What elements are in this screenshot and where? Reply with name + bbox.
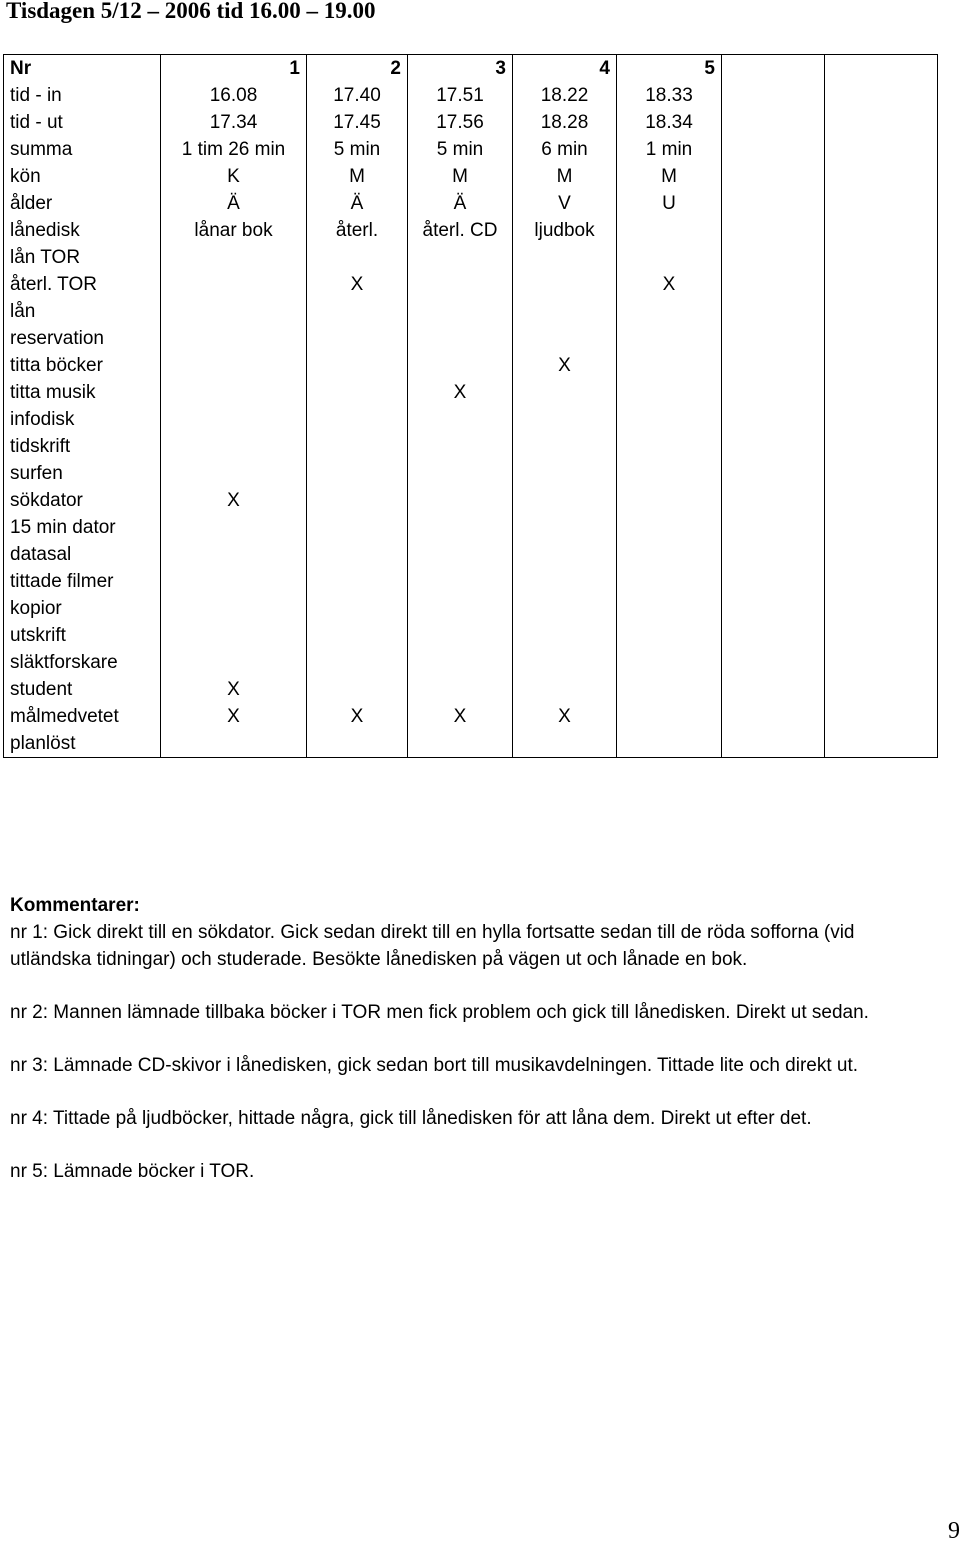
- cell-visitor-3: Ä: [408, 190, 513, 217]
- empty-cell: [825, 217, 938, 244]
- row-label: student: [4, 676, 161, 703]
- empty-cell: [722, 595, 825, 622]
- empty-cell: [722, 325, 825, 352]
- row-label: ålder: [4, 190, 161, 217]
- empty-cell: [722, 568, 825, 595]
- cell-visitor-1: [161, 271, 307, 298]
- cell-visitor-4: [513, 406, 617, 433]
- cell-visitor-5: [617, 541, 722, 568]
- row-label: lån: [4, 298, 161, 325]
- row-label: kopior: [4, 595, 161, 622]
- cell-visitor-4: [513, 244, 617, 271]
- cell-visitor-4: V: [513, 190, 617, 217]
- cell-visitor-5: [617, 595, 722, 622]
- cell-visitor-4: [513, 487, 617, 514]
- cell-visitor-1: 1 tim 26 min: [161, 136, 307, 163]
- table-row: [4, 703, 938, 730]
- cell-visitor-5: [617, 217, 722, 244]
- cell-visitor-3: X: [408, 703, 513, 730]
- cell-visitor-2: [307, 244, 408, 271]
- table-row: [4, 109, 938, 136]
- cell-visitor-5: [617, 379, 722, 406]
- table-header-row: [4, 55, 938, 83]
- cell-visitor-3: X: [408, 379, 513, 406]
- cell-visitor-4: [513, 514, 617, 541]
- cell-visitor-5: 18.33: [617, 82, 722, 109]
- cell-visitor-2: [307, 460, 408, 487]
- empty-cell: [722, 352, 825, 379]
- empty-cell: [825, 325, 938, 352]
- cell-visitor-3: [408, 730, 513, 758]
- cell-visitor-2: [307, 487, 408, 514]
- row-label: Nr: [4, 55, 161, 83]
- cell-visitor-4: 4: [513, 55, 617, 83]
- table-row: [4, 379, 938, 406]
- cell-visitor-4: [513, 271, 617, 298]
- table-row: [4, 487, 938, 514]
- empty-cell: [825, 136, 938, 163]
- cell-visitor-4: ljudbok: [513, 217, 617, 244]
- empty-cell: [722, 271, 825, 298]
- empty-cell: [722, 730, 825, 758]
- cell-visitor-4: X: [513, 703, 617, 730]
- empty-cell: [825, 109, 938, 136]
- comment-nr5: nr 5: Lämnade böcker i TOR.: [10, 1161, 255, 1182]
- cell-visitor-5: M: [617, 163, 722, 190]
- cell-visitor-2: [307, 730, 408, 758]
- empty-cell: [722, 433, 825, 460]
- cell-visitor-2: [307, 433, 408, 460]
- empty-cell: [722, 244, 825, 271]
- page-title: Tisdagen 5/12 – 2006 tid 16.00 – 19.00: [6, 0, 376, 23]
- cell-visitor-1: [161, 433, 307, 460]
- empty-cell: [825, 406, 938, 433]
- cell-visitor-2: [307, 676, 408, 703]
- row-label: återl. TOR: [4, 271, 161, 298]
- cell-visitor-5: [617, 244, 722, 271]
- empty-cell: [825, 433, 938, 460]
- comments-heading: Kommentarer:: [10, 895, 140, 916]
- table-row: [4, 271, 938, 298]
- cell-visitor-5: [617, 514, 722, 541]
- cell-visitor-5: [617, 487, 722, 514]
- cell-visitor-4: [513, 595, 617, 622]
- table-row: [4, 514, 938, 541]
- empty-cell: [825, 676, 938, 703]
- empty-cell: [722, 109, 825, 136]
- row-label: summa: [4, 136, 161, 163]
- empty-cell: [722, 622, 825, 649]
- row-label: titta böcker: [4, 352, 161, 379]
- cell-visitor-1: X: [161, 487, 307, 514]
- cell-visitor-4: [513, 676, 617, 703]
- cell-visitor-1: [161, 622, 307, 649]
- row-label: tid - in: [4, 82, 161, 109]
- table-row: [4, 541, 938, 568]
- cell-visitor-1: X: [161, 676, 307, 703]
- cell-visitor-2: 5 min: [307, 136, 408, 163]
- empty-cell: [825, 595, 938, 622]
- cell-visitor-2: X: [307, 703, 408, 730]
- cell-visitor-3: [408, 460, 513, 487]
- cell-visitor-1: [161, 379, 307, 406]
- cell-visitor-4: [513, 460, 617, 487]
- empty-cell: [825, 379, 938, 406]
- table-row: [4, 568, 938, 595]
- cell-visitor-2: [307, 595, 408, 622]
- cell-visitor-5: 1 min: [617, 136, 722, 163]
- table-row: [4, 136, 938, 163]
- cell-visitor-5: U: [617, 190, 722, 217]
- cell-visitor-2: [307, 622, 408, 649]
- cell-visitor-3: [408, 541, 513, 568]
- cell-visitor-2: X: [307, 271, 408, 298]
- cell-visitor-3: 17.56: [408, 109, 513, 136]
- cell-visitor-4: X: [513, 352, 617, 379]
- empty-cell: [825, 649, 938, 676]
- cell-visitor-3: [408, 487, 513, 514]
- table-row: [4, 244, 938, 271]
- row-label: lånedisk: [4, 217, 161, 244]
- cell-visitor-4: [513, 433, 617, 460]
- empty-cell: [722, 676, 825, 703]
- cell-visitor-5: [617, 649, 722, 676]
- empty-cell: [825, 82, 938, 109]
- cell-visitor-2: 2: [307, 55, 408, 83]
- cell-visitor-3: [408, 676, 513, 703]
- cell-visitor-1: [161, 460, 307, 487]
- table-row: [4, 649, 938, 676]
- cell-visitor-3: M: [408, 163, 513, 190]
- cell-visitor-1: Ä: [161, 190, 307, 217]
- row-label: släktforskare: [4, 649, 161, 676]
- row-label: tidskrift: [4, 433, 161, 460]
- row-label: infodisk: [4, 406, 161, 433]
- cell-visitor-1: [161, 325, 307, 352]
- cell-visitor-3: [408, 622, 513, 649]
- empty-cell: [722, 541, 825, 568]
- table-row: [4, 622, 938, 649]
- empty-cell: [825, 487, 938, 514]
- table-row: [4, 298, 938, 325]
- empty-cell: [825, 190, 938, 217]
- empty-cell: [825, 730, 938, 758]
- cell-visitor-1: [161, 514, 307, 541]
- cell-visitor-5: [617, 406, 722, 433]
- comment-nr4: nr 4: Tittade på ljudböcker, hittade några, gick till lånedisken för att låna dem. Direkt ut efter det.: [10, 1108, 812, 1129]
- cell-visitor-1: [161, 352, 307, 379]
- cell-visitor-2: [307, 298, 408, 325]
- cell-visitor-2: [307, 352, 408, 379]
- cell-visitor-1: [161, 649, 307, 676]
- cell-visitor-5: [617, 703, 722, 730]
- comment-nr1: nr 1: Gick direkt till en sökdator. Gick sedan direkt till en hylla fortsatte sedan till de röda sofforna (vid utländska tidningar) och studerade. Besökte lånedisken på vägen ut och lånade en bok.: [10, 922, 855, 970]
- table-row: [4, 595, 938, 622]
- cell-visitor-4: [513, 298, 617, 325]
- cell-visitor-1: X: [161, 703, 307, 730]
- row-label: titta musik: [4, 379, 161, 406]
- table-row: [4, 82, 938, 109]
- cell-visitor-4: [513, 325, 617, 352]
- row-label: kön: [4, 163, 161, 190]
- cell-visitor-1: 1: [161, 55, 307, 83]
- empty-cell: [825, 244, 938, 271]
- table-row: [4, 676, 938, 703]
- empty-cell: [722, 406, 825, 433]
- cell-visitor-2: [307, 325, 408, 352]
- row-label: tid - ut: [4, 109, 161, 136]
- row-label: tittade filmer: [4, 568, 161, 595]
- empty-cell: [722, 649, 825, 676]
- cell-visitor-5: 5: [617, 55, 722, 83]
- empty-cell: [825, 163, 938, 190]
- empty-cell: [722, 487, 825, 514]
- empty-cell: [722, 136, 825, 163]
- cell-visitor-2: Ä: [307, 190, 408, 217]
- cell-visitor-3: [408, 514, 513, 541]
- cell-visitor-5: [617, 298, 722, 325]
- cell-visitor-1: [161, 595, 307, 622]
- empty-cell: [722, 55, 825, 83]
- cell-visitor-2: [307, 541, 408, 568]
- cell-visitor-4: [513, 568, 617, 595]
- cell-visitor-5: [617, 622, 722, 649]
- cell-visitor-3: [408, 352, 513, 379]
- cell-visitor-4: M: [513, 163, 617, 190]
- cell-visitor-1: 17.34: [161, 109, 307, 136]
- cell-visitor-4: [513, 541, 617, 568]
- cell-visitor-1: [161, 244, 307, 271]
- cell-visitor-4: 18.22: [513, 82, 617, 109]
- row-label: reservation: [4, 325, 161, 352]
- table-row: [4, 325, 938, 352]
- cell-visitor-2: [307, 568, 408, 595]
- empty-cell: [825, 514, 938, 541]
- row-label: datasal: [4, 541, 161, 568]
- row-label: målmedvetet: [4, 703, 161, 730]
- cell-visitor-2: [307, 649, 408, 676]
- empty-cell: [722, 82, 825, 109]
- empty-cell: [825, 622, 938, 649]
- table-row: [4, 190, 938, 217]
- empty-cell: [825, 271, 938, 298]
- empty-cell: [722, 217, 825, 244]
- cell-visitor-4: [513, 730, 617, 758]
- cell-visitor-3: [408, 298, 513, 325]
- cell-visitor-4: 18.28: [513, 109, 617, 136]
- cell-visitor-2: återl.: [307, 217, 408, 244]
- cell-visitor-5: [617, 325, 722, 352]
- comment-nr2: nr 2: Mannen lämnade tillbaka böcker i TOR men fick problem och gick till lånedisken. Direkt ut sedan.: [10, 1002, 869, 1023]
- cell-visitor-1: 16.08: [161, 82, 307, 109]
- empty-cell: [722, 703, 825, 730]
- cell-visitor-3: [408, 325, 513, 352]
- empty-cell: [825, 568, 938, 595]
- cell-visitor-5: [617, 352, 722, 379]
- cell-visitor-3: [408, 406, 513, 433]
- empty-cell: [722, 514, 825, 541]
- cell-visitor-4: 6 min: [513, 136, 617, 163]
- cell-visitor-1: [161, 568, 307, 595]
- cell-visitor-1: [161, 541, 307, 568]
- row-label: planlöst: [4, 730, 161, 758]
- cell-visitor-2: M: [307, 163, 408, 190]
- empty-cell: [722, 163, 825, 190]
- visitor-table: [3, 54, 938, 758]
- cell-visitor-5: X: [617, 271, 722, 298]
- table-row: [4, 460, 938, 487]
- empty-cell: [825, 541, 938, 568]
- empty-cell: [825, 55, 938, 83]
- cell-visitor-5: [617, 676, 722, 703]
- cell-visitor-2: 17.45: [307, 109, 408, 136]
- empty-cell: [722, 298, 825, 325]
- empty-cell: [825, 298, 938, 325]
- cell-visitor-5: [617, 568, 722, 595]
- comment-nr3: nr 3: Lämnade CD-skivor i lånedisken, gick sedan bort till musikavdelningen. Tittade lite och direkt ut.: [10, 1055, 859, 1076]
- table-row: [4, 406, 938, 433]
- table-row: [4, 217, 938, 244]
- cell-visitor-3: [408, 649, 513, 676]
- cell-visitor-3: återl. CD: [408, 217, 513, 244]
- row-label: utskrift: [4, 622, 161, 649]
- empty-cell: [722, 379, 825, 406]
- cell-visitor-4: [513, 649, 617, 676]
- cell-visitor-3: 17.51: [408, 82, 513, 109]
- empty-cell: [825, 352, 938, 379]
- empty-cell: [825, 703, 938, 730]
- row-label: sökdator: [4, 487, 161, 514]
- page-number: 9: [948, 1518, 960, 1544]
- cell-visitor-1: [161, 298, 307, 325]
- cell-visitor-5: [617, 730, 722, 758]
- cell-visitor-3: [408, 271, 513, 298]
- visitor-table-body: [4, 55, 938, 758]
- cell-visitor-1: [161, 730, 307, 758]
- table-row: [4, 352, 938, 379]
- cell-visitor-2: [307, 514, 408, 541]
- table-row: [4, 433, 938, 460]
- cell-visitor-1: [161, 406, 307, 433]
- cell-visitor-5: 18.34: [617, 109, 722, 136]
- cell-visitor-3: 5 min: [408, 136, 513, 163]
- cell-visitor-2: [307, 406, 408, 433]
- cell-visitor-4: [513, 379, 617, 406]
- row-label: lån TOR: [4, 244, 161, 271]
- cell-visitor-1: K: [161, 163, 307, 190]
- comments-section: [10, 892, 930, 1185]
- cell-visitor-5: [617, 433, 722, 460]
- cell-visitor-2: 17.40: [307, 82, 408, 109]
- cell-visitor-4: [513, 622, 617, 649]
- table-row: [4, 163, 938, 190]
- cell-visitor-5: [617, 460, 722, 487]
- cell-visitor-3: [408, 595, 513, 622]
- cell-visitor-1: lånar bok: [161, 217, 307, 244]
- cell-visitor-3: [408, 433, 513, 460]
- row-label: 15 min dator: [4, 514, 161, 541]
- cell-visitor-3: [408, 568, 513, 595]
- cell-visitor-3: [408, 244, 513, 271]
- empty-cell: [722, 190, 825, 217]
- empty-cell: [825, 460, 938, 487]
- cell-visitor-2: [307, 379, 408, 406]
- cell-visitor-3: 3: [408, 55, 513, 83]
- table-row: [4, 730, 938, 758]
- row-label: surfen: [4, 460, 161, 487]
- empty-cell: [722, 460, 825, 487]
